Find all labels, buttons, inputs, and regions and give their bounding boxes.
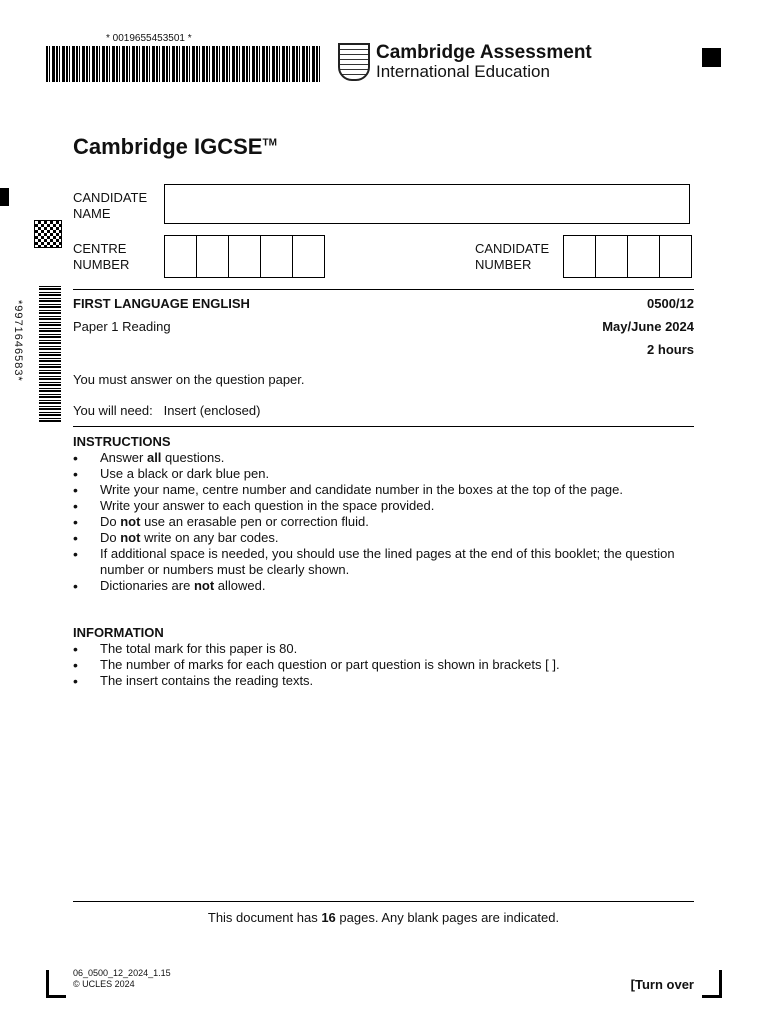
list-item: • Do not write on any bar codes. [73,530,683,546]
answer-note: You must answer on the question paper. [73,372,305,387]
list-item: • Use a black or dark blue pen. [73,466,683,482]
barcode-number: * 0019655453501 * [106,33,192,44]
list-item: • Answer all questions. [73,450,683,466]
candidate-number-boxes[interactable] [563,235,692,278]
exam-session: May/June 2024 [602,319,694,334]
cambridge-shield-icon [338,43,370,81]
instructions-list [73,450,683,594]
candidate-name-label: CANDIDATE NAME [73,190,148,221]
list-item: • Dictionaries are not allowed. [73,578,683,594]
divider [73,901,694,902]
list-item: • The number of marks for each question or part question is shown in brackets [ ]. [73,657,683,673]
side-marker [0,188,9,206]
list-item: • If additional space is needed, you should use the lined pages at the end of this booklet; the question number or numbers must be clearly shown. [73,546,683,578]
trademark: TM [262,137,277,149]
information-list [73,641,683,689]
instructions-heading: INSTRUCTIONS [73,434,171,449]
list-item: • Write your name, centre number and candidate number in the boxes at the top of the page. [73,482,683,498]
top-barcode [46,46,320,82]
exam-duration: 2 hours [647,342,694,357]
crop-mark [702,995,722,998]
divider [73,289,694,290]
side-barcode-number: *9971646583* [12,300,24,382]
centre-number-boxes[interactable] [164,235,325,278]
list-item: • The insert contains the reading texts. [73,673,683,689]
crop-mark [46,970,49,998]
crop-mark [46,995,66,998]
paper-code: 0500/12 [647,296,694,311]
crop-mark [719,970,722,998]
paper-name: Paper 1 Reading [73,319,171,334]
org-name-line2: International Education [376,62,550,81]
candidate-number-label: CANDIDATE NUMBER [475,241,550,272]
copyright: © UCLES 2024 [73,979,135,989]
org-name-line1: Cambridge Assessment [376,42,592,63]
list-item: • The total mark for this paper is 80. [73,641,683,657]
list-item: • Do not use an erasable pen or correction fluid. [73,514,683,530]
materials-needed: You will need: Insert (enclosed) [73,403,261,418]
side-barcode [39,286,61,422]
centre-number-label: CENTRE NUMBER [73,241,130,272]
qr-code-icon [34,220,62,248]
list-item: • Write your answer to each question in the space provided. [73,498,683,514]
corner-marker [702,48,721,67]
subject-title: FIRST LANGUAGE ENGLISH [73,296,250,311]
page-count-note: This document has 16 pages. Any blank pages are indicated. [207,910,560,925]
divider [73,426,694,427]
turn-over-label: [Turn over [630,977,694,992]
candidate-name-box[interactable] [164,184,690,224]
information-heading: INFORMATION [73,625,164,640]
page-title: Cambridge IGCSE™ [73,134,277,159]
document-code: 06_0500_12_2024_1.15 © UCLES 2024 [73,968,171,989]
